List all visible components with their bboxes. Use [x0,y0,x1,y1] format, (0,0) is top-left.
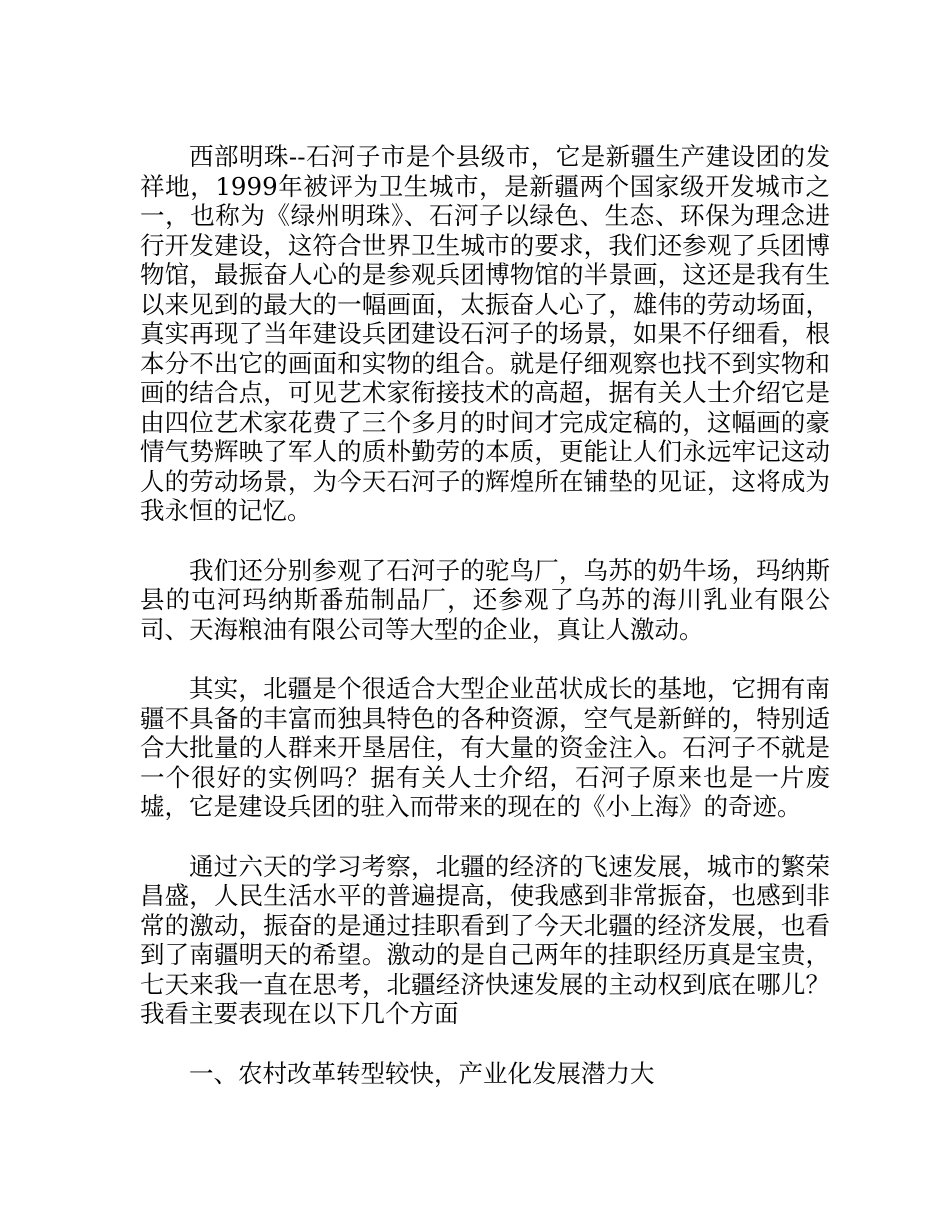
section-heading-rural-reform: 一、农村改革转型较快，产业化发展潜力大 [189,1058,655,1088]
paragraph-six-day-study: 通过六天的学习考察，北疆的经济的飞速发展，城市的繁荣昌盛，人民生活水平的普遍提高，使我感到非常振奋，也感到非常的激动，振奋的是通过挂职看到了今天北疆的经济发展，也看到了南疆明天的希望。激动的是自己两年的挂职经历真是宝贵，七天来我一直在思考，北疆经济快速发展的主动权到底在哪儿？我看主要表现在以下几个方面 [140,851,830,1028]
document-body [140,142,830,1088]
paragraph-north-xinjiang-resources: 其实，北疆是个很适合大型企业茁状成长的基地，它拥有南疆不具备的丰富而独具特色的各种资源，空气是新鲜的，特别适合大批量的人群来开垦居住，有大量的资金注入。石河子不就是一个很好的实例吗？据有关人士介绍，石河子原来也是一片废墟，它是建设兵团的驻入而带来的现在的《小上海》的奇迹。 [140,674,830,821]
paragraph-shihezi-intro: 西部明珠--石河子市是个县级市，它是新疆生产建设团的发祥地，1999年被评为卫生城市，是新疆两个国家级开发城市之一，也称为《绿州明珠》、石河子以绿色、生态、环保为理念进行开发建设，这符合世界卫生城市的要求，我们还参观了兵团博物馆，最振奋人心的是参观兵团博物馆的半景画，这还是我有生以来见到的最大的一幅画面，太振奋人心了，雄伟的劳动场面，真实再现了当年建设兵团建设石河子的场景，如果不仔细看，根本分不出它的画面和实物的组合。就是仔细观察也找不到实物和画的结合点，可见艺术家衔接技术的高超，据有关人士介绍它是由四位艺术家花费了三个多月的时间才完成定稿的，这幅画的豪情气势辉映了军人的质朴勤劳的本质，更能让人们永远牢记这动人的劳动场景，为今天石河子的辉煌所在铺垫的见证，这将成为我永恒的记忆。 [140,142,830,525]
paragraph-enterprise-visits: 我们还分别参观了石河子的驼鸟厂，乌苏的奶牛场，玛纳斯县的屯河玛纳斯番茄制品厂，还参观了乌苏的海川乳业有限公司、天海粮油有限公司等大型的企业，真让人激动。 [140,555,830,644]
